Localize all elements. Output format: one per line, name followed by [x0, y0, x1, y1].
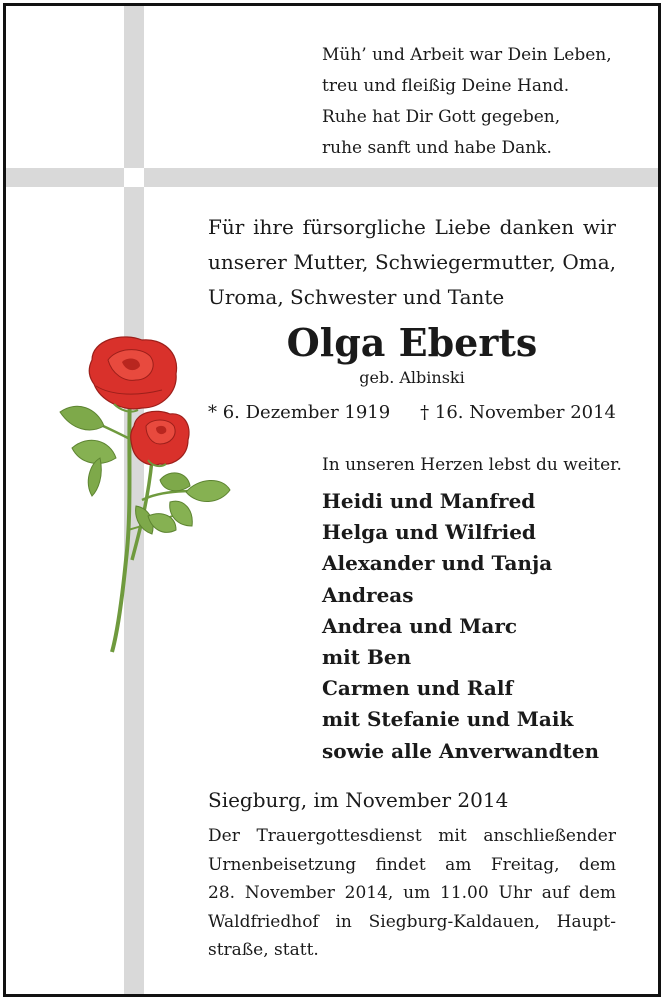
- poem-line: Müh’ und Arbeit war Dein Leben,: [322, 45, 612, 65]
- poem-line: ruhe sanft und habe Dank.: [322, 138, 552, 158]
- service-line: Waldfriedhof in Siegburg-Kaldauen, Haupt-: [208, 911, 616, 932]
- mourner-entry: Andrea und Marc: [322, 613, 518, 638]
- intro-line: Für ihre fürsorgliche Liebe danken wir: [208, 215, 616, 239]
- mourner-entry: Carmen und Ralf: [322, 676, 514, 701]
- service-line: straße, statt.: [208, 940, 319, 960]
- service-line: 28. November 2014, um 11.00 Uhr auf dem: [208, 883, 616, 903]
- mourner-entry: sowie alle Anverwandten: [322, 738, 600, 763]
- mourners-list: [322, 486, 599, 767]
- cross-intersection: [124, 168, 144, 187]
- service-notice: [208, 822, 616, 965]
- poem-line: treu und fleißig Deine Hand.: [322, 76, 570, 96]
- service-line: Urnenbeisetzung findet am Freitag, dem: [208, 854, 616, 875]
- poem: [322, 40, 612, 164]
- cross-horizontal-beam: [6, 168, 658, 187]
- intro-line: Uroma, Schwester und Tante: [208, 285, 505, 309]
- deceased-name: Olga Eberts: [286, 320, 538, 365]
- mourner-entry: Helga und Wilfried: [322, 520, 536, 545]
- maiden-name: geb. Albinski: [359, 368, 465, 387]
- heart-line: In unseren Herzen lebst du weiter.: [322, 455, 622, 475]
- mourner-entry: mit Stefanie und Maik: [322, 707, 574, 732]
- mourner-entry: Alexander und Tanja: [322, 551, 553, 576]
- mourner-entry: Heidi und Manfred: [322, 489, 536, 513]
- mourner-entry: mit Ben: [322, 645, 412, 670]
- death-date: † 16. November 2014: [420, 402, 616, 423]
- thanks-intro: [208, 210, 616, 315]
- mourner-entry: Andreas: [322, 582, 414, 607]
- birth-date: * 6. Dezember 1919: [208, 402, 391, 423]
- place-date: Siegburg, im November 2014: [208, 788, 509, 812]
- rose-icon: [52, 330, 242, 660]
- poem-line: Ruhe hat Dir Gott gegeben,: [322, 107, 561, 127]
- intro-line: unserer Mutter, Schwiegermutter, Oma,: [208, 250, 616, 274]
- service-line: Der Trauergottesdienst mit anschließender: [208, 826, 616, 846]
